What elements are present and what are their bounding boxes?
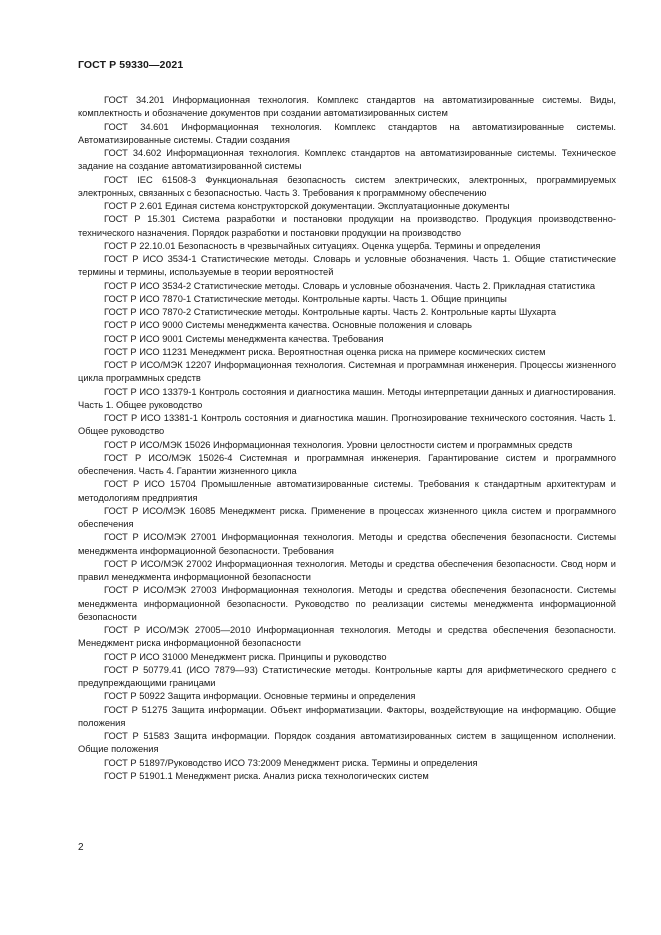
normative-references-list — [78, 94, 616, 783]
reference-item: ГОСТ Р ИСО/МЭК 27001 Информационная технология. Методы и средства обеспечения безопасности. Системы менеджмента информационной безопасности. Требования — [78, 532, 616, 556]
reference-item: ГОСТ Р 51901.1 Менеджмент риска. Анализ риска технологических систем — [104, 770, 429, 781]
reference-item: ГОСТ Р 51275 Защита информации. Объект информатизации. Факторы, воздействующие на информацию. Общие положения — [78, 704, 616, 728]
reference-item: ГОСТ Р ИСО/МЭК 27005—2010 Информационная технология. Методы и средства обеспечения безопасности. Менеджмент риска информационной безопасности — [78, 625, 616, 649]
reference-item: ГОСТ 34.601 Информационная технология. Комплекс стандартов на автоматизированные системы. Автоматизированные системы. Стадии создания — [78, 121, 616, 145]
reference-item: ГОСТ 34.201 Информационная технология. Комплекс стандартов на автоматизированные системы. Виды, комплектность и обозначение документов при создании автоматизированных систем — [78, 95, 616, 119]
reference-item: ГОСТ Р 15.301 Система разработки и постановки продукции на производство. Продукция производственно-технического назначения. Порядок разработки и постановки продукции на производство — [78, 214, 616, 238]
reference-item: ГОСТ Р ИСО 13379-1 Контроль состояния и диагностика машин. Методы интерпретации данных и диагностирования. Часть 1. Общее руководство — [78, 386, 616, 410]
reference-item: ГОСТ Р ИСО/МЭК 27002 Информационная технология. Методы и средства обеспечения безопасности. Свод норм и правил менеджмента информационной безопасности — [78, 558, 616, 582]
reference-item: ГОСТ Р 50779.41 (ИСО 7879—93) Статистические методы. Контрольные карты для арифметического среднего с предупреждающими границами — [78, 664, 616, 688]
reference-item: ГОСТ Р ИСО 7870-1 Статистические методы. Контрольные карты. Часть 1. Общие принципы — [104, 293, 507, 304]
reference-item: ГОСТ Р 51897/Руководство ИСО 73:2009 Менеджмент риска. Термины и определения — [104, 757, 478, 768]
reference-item: ГОСТ Р ИСО 31000 Менеджмент риска. Принципы и руководство — [104, 651, 387, 662]
reference-item: ГОСТ Р ИСО 11231 Менеджмент риска. Вероятностная оценка риска на примере космических систем — [104, 346, 546, 357]
reference-item: ГОСТ Р ИСО 3534-2 Статистические методы. Словарь и условные обозначения. Часть 2. Прикладная статистика — [104, 280, 596, 291]
reference-item: ГОСТ Р ИСО/МЭК 16085 Менеджмент риска. Применение в процессах жизненного цикла систем и программного обеспечения — [78, 505, 616, 529]
reference-item: ГОСТ Р ИСО 9001 Системы менеджмента качества. Требования — [104, 333, 384, 344]
reference-item: ГОСТ Р 50922 Защита информации. Основные термины и определения — [104, 691, 416, 702]
reference-item: ГОСТ Р 22.10.01 Безопасность в чрезвычайных ситуациях. Оценка ущерба. Термины и определения — [104, 240, 541, 251]
reference-item: ГОСТ Р ИСО/МЭК 12207 Информационная технология. Системная и программная инженерия. Процессы жизненного цикла программных средств — [78, 360, 616, 384]
reference-item: ГОСТ Р ИСО 3534-1 Статистические методы. Словарь и условные обозначения. Часть 1. Общие статистические термины и термины, используемые в теории вероятностей — [78, 254, 616, 278]
reference-item: ГОСТ Р 2.601 Единая система конструкторской документации. Эксплуатационные документы — [104, 201, 510, 211]
reference-item: ГОСТ Р ИСО/МЭК 27003 Информационная технология. Методы и средства обеспечения безопасности. Системы менеджмента информационной безопасности. Руководство по реализации системы менеджмента информационной безопасности — [78, 585, 616, 622]
page-number: 2 — [78, 842, 84, 853]
reference-item: ГОСТ IEC 61508-3 Функциональная безопасность систем электрических, электронных, программируемых электронных, связанных с безопасностью. Часть 3. Требования к программному обеспечению — [78, 174, 616, 198]
page-header: ГОСТ Р 59330—2021 — [78, 59, 184, 71]
reference-item: ГОСТ Р ИСО 7870-2 Статистические методы. Контрольные карты. Часть 2. Контрольные карты Шухарта — [104, 307, 557, 317]
reference-item: ГОСТ Р ИСО/МЭК 15026-4 Системная и программная инженерия. Гарантирование систем и программного обеспечения. Часть 4. Гарантии жизненного цикла — [78, 452, 616, 476]
reference-item: ГОСТ 34.602 Информационная технология. Комплекс стандартов на автоматизированные системы. Техническое задание на создание автоматизированной системы — [78, 148, 616, 172]
reference-item: ГОСТ Р ИСО 15704 Промышленные автоматизированные системы. Требования к стандартным архитектурам и методологиям предприятия — [78, 479, 616, 503]
reference-item: ГОСТ Р ИСО 9000 Системы менеджмента качества. Основные положения и словарь — [104, 320, 473, 331]
reference-item: ГОСТ Р ИСО/МЭК 15026 Информационная технология. Уровни целостности систем и программных средств — [104, 439, 573, 450]
reference-item: ГОСТ Р 51583 Защита информации. Порядок создания автоматизированных систем в защищенном исполнении. Общие положения — [78, 731, 616, 755]
reference-item: ГОСТ Р ИСО 13381-1 Контроль состояния и диагностика машин. Прогнозирование технического состояния. Часть 1. Общее руководство — [78, 413, 616, 437]
